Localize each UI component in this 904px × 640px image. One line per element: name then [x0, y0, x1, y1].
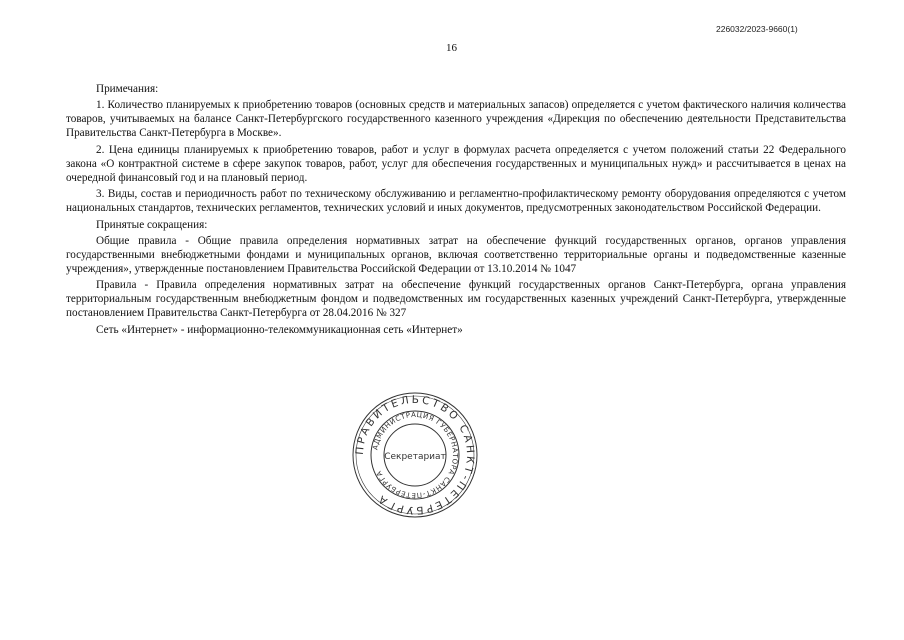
page-number: 16	[446, 42, 457, 54]
stamp-inner-text: АДМИНИСТРАЦИЯ ГУБЕРНАТОРА САНКТ-ПЕТЕРБУРГА	[371, 410, 460, 500]
note-item-2: 2. Цена единицы планируемых к приобретению товаров, работ и услуг в формулах расчета определяется с учетом положений статьи 22 Федерального закона «О контрактной системе в сфере закупок товаров, работ, услуг для обеспечения государственных и муниципальных нужд» и рассчитывается в ценах на очередной финансовый год и на плановый период.	[66, 143, 846, 184]
abbreviation-general-rules: Общие правила - Общие правила определения нормативных затрат на обеспечение функций государственных органов, органов управления государственными внебюджетными фондами и муниципальных органов, включая соответственно территориальные органы и подведомственные казенные учреждения», утвержденные постановлением Правительства Российской Федерации от 13.10.2014 № 1047	[66, 234, 846, 275]
stamp-center-text: Секретариат	[384, 452, 446, 462]
notes-heading: Примечания:	[96, 83, 159, 95]
document-body	[66, 82, 846, 340]
abbreviation-internet: Сеть «Интернет» - информационно-телекоммуникационная сеть «Интернет»	[96, 323, 463, 336]
stamp-seal-graphic	[350, 390, 480, 520]
note-item-3: 3. Виды, состав и периодичность работ по техническому обслуживанию и регламентно-профилактическому ремонту оборудования определяются с учетом национальных стандартов, технических регламентов, технических условий и иных документов, предусмотренных законодательством Российской Федерации.	[66, 188, 846, 215]
abbreviation-rules: Правила - Правила определения нормативных затрат на обеспечение функций государственных органов Санкт-Петербурга, органа управления территориальным государственным внебюджетным фондом и подведомственных им государственных казенных учреждений Санкт-Петербурга, утвержденные постановлением Правительства Санкт-Петербурга от 28.04.2016 № 327	[66, 279, 846, 320]
stamp-outer-text: ПРАВИТЕЛЬСТВО САНКТ-ПЕТЕРБУРГА	[353, 393, 477, 517]
document-id: 226032/2023-9660(1)	[716, 24, 798, 34]
note-item-1: 1. Количество планируемых к приобретению товаров (основных средств и материальных запасов) определяется с учетом фактического наличия количества товаров, учитываемых на балансе Санкт-Петербургского государственного казенного учреждения «Дирекция по обеспечению деятельности Представительства Правительства Санкт-Петербурга в Москве».	[66, 99, 846, 139]
official-stamp	[350, 390, 480, 520]
abbreviations-heading: Принятые сокращения:	[96, 218, 208, 231]
